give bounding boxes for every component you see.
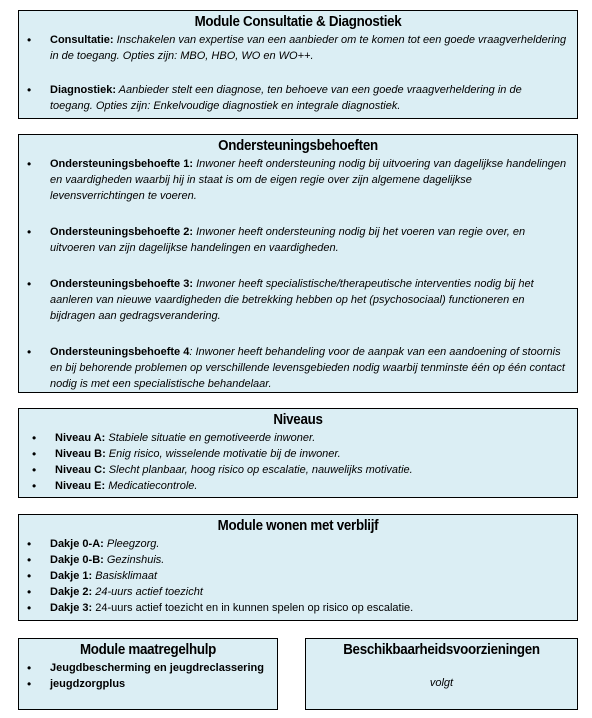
item-text: Gezinshuis. [103,554,165,566]
niveaus-title: Niveaus [273,412,323,428]
item-label: Niveau C: [55,464,106,476]
list-item [50,568,567,584]
item-text: Medicatiecontrole. [105,480,198,492]
item-label: Ondersteuningsbehoefte 2: [50,226,194,238]
item-text: : Inwoner heeft behandeling voor de aanpak van een aandoening of stoornis en bij behorende problemen op verschillende levensgebieden nodig waarbij tenminste één op één contact nodig is met een specialistische behandelaar. [50,346,565,390]
item-label: Ondersteuningsbehoefte 3: [50,278,194,290]
item-label: Ondersteuningsbehoefte 4 [50,346,190,358]
item-label: Niveau E: [55,480,106,492]
niveaus-list [55,430,567,494]
item-text: Pleegzorg. [103,538,160,550]
item-label: jeugdzorgplus [50,678,126,690]
item-label: Niveau A: [55,432,106,444]
list-item [50,584,567,600]
wonen-title: Module wonen met verblijf [217,518,379,534]
beschikbaarheid-text: volgt [429,677,454,689]
item-text: Inwoner heeft ondersteuning nodig bij het voeren van regie over, en uitvoeren van zijn dagelijkse handelingen en vaardigheden. [50,226,526,254]
list-item [50,552,567,568]
item-text: Stabiele situatie en gemotiveerde inwoner. [105,432,316,444]
list-item [55,462,567,478]
list-item [55,430,567,446]
item-text: 24-uurs actief toezicht en in kunnen spelen op risico op escalatie. [92,602,414,614]
list-item [50,224,567,256]
niveaus-box [18,408,578,498]
maatregel-box [18,638,278,710]
item-text: Enig risico, wisselende motivatie bij de inwoner. [105,448,341,460]
list-item [50,344,567,392]
wonen-list [50,536,567,616]
consultatie-box [18,10,578,119]
maatregel-title: Module maatregelhulp [79,642,217,658]
beschikbaarheid-box [305,638,578,710]
item-label: Consultatie: [50,34,114,46]
item-label: Niveau B: [55,448,106,460]
list-item [50,660,267,676]
item-label: Diagnostiek: [50,84,117,96]
item-text: Inwoner heeft specialistische/therapeutische interventies nodig bij het aanleren van nieuwe vaardigheden die betrekking hebben op het (psychosociaal) functioneren en bijdragen aan gedragsverandering. [50,278,534,322]
ondersteuning-box [18,134,578,393]
ondersteuning-list [50,156,567,392]
wonen-box [18,514,578,621]
consultatie-list [50,32,567,114]
item-label: Dakje 0-A: [50,538,104,550]
item-text: Slecht planbaar, hoog risico op escalatie, nauwelijks motivatie. [105,464,413,476]
item-text: Inschakelen van expertise van een aanbieder om te komen tot een goede vraagverheldering in de toegang. Opties zijn: MBO, HBO, WO en WO++. [50,34,567,62]
item-label: Ondersteuningsbehoefte 1: [50,158,194,170]
item-label: Dakje 0-B: [50,554,104,566]
list-item [50,32,567,64]
item-label: Dakje 3: [50,602,93,614]
list-item [50,600,567,616]
item-label: Jeugdbescherming en jeugdreclassering [50,662,264,674]
item-text: Aanbieder stelt een diagnose, ten behoeve van een goede vraagverheldering in de toegang. Opties zijn: Enkelvoudige diagnostiek en integrale diagnostiek. [50,84,522,112]
maatregel-list [50,660,267,692]
ondersteuning-title: Ondersteuningsbehoeften [218,138,378,154]
item-label: Dakje 1: [50,570,93,582]
list-item [50,156,567,204]
list-item [55,478,567,494]
item-text: 24-uurs actief toezicht [92,586,203,598]
list-item [50,676,267,692]
item-text: Inwoner heeft ondersteuning nodig bij uitvoering van dagelijkse handelingen en vaardigheden waarbij hij in staat is om de eigen regie over zijn algemene dagelijkse levensverrichtingen te voeren. [50,158,567,202]
consultatie-title: Module Consultatie & Diagnostiek [194,14,402,30]
list-item [50,82,567,114]
list-item [50,536,567,552]
list-item [55,446,567,462]
item-text: Basisklimaat [92,570,157,582]
list-item [50,276,567,324]
item-label: Dakje 2: [50,586,93,598]
beschikbaarheid-title: Beschikbaarheidsvoorzieningen [343,642,540,658]
